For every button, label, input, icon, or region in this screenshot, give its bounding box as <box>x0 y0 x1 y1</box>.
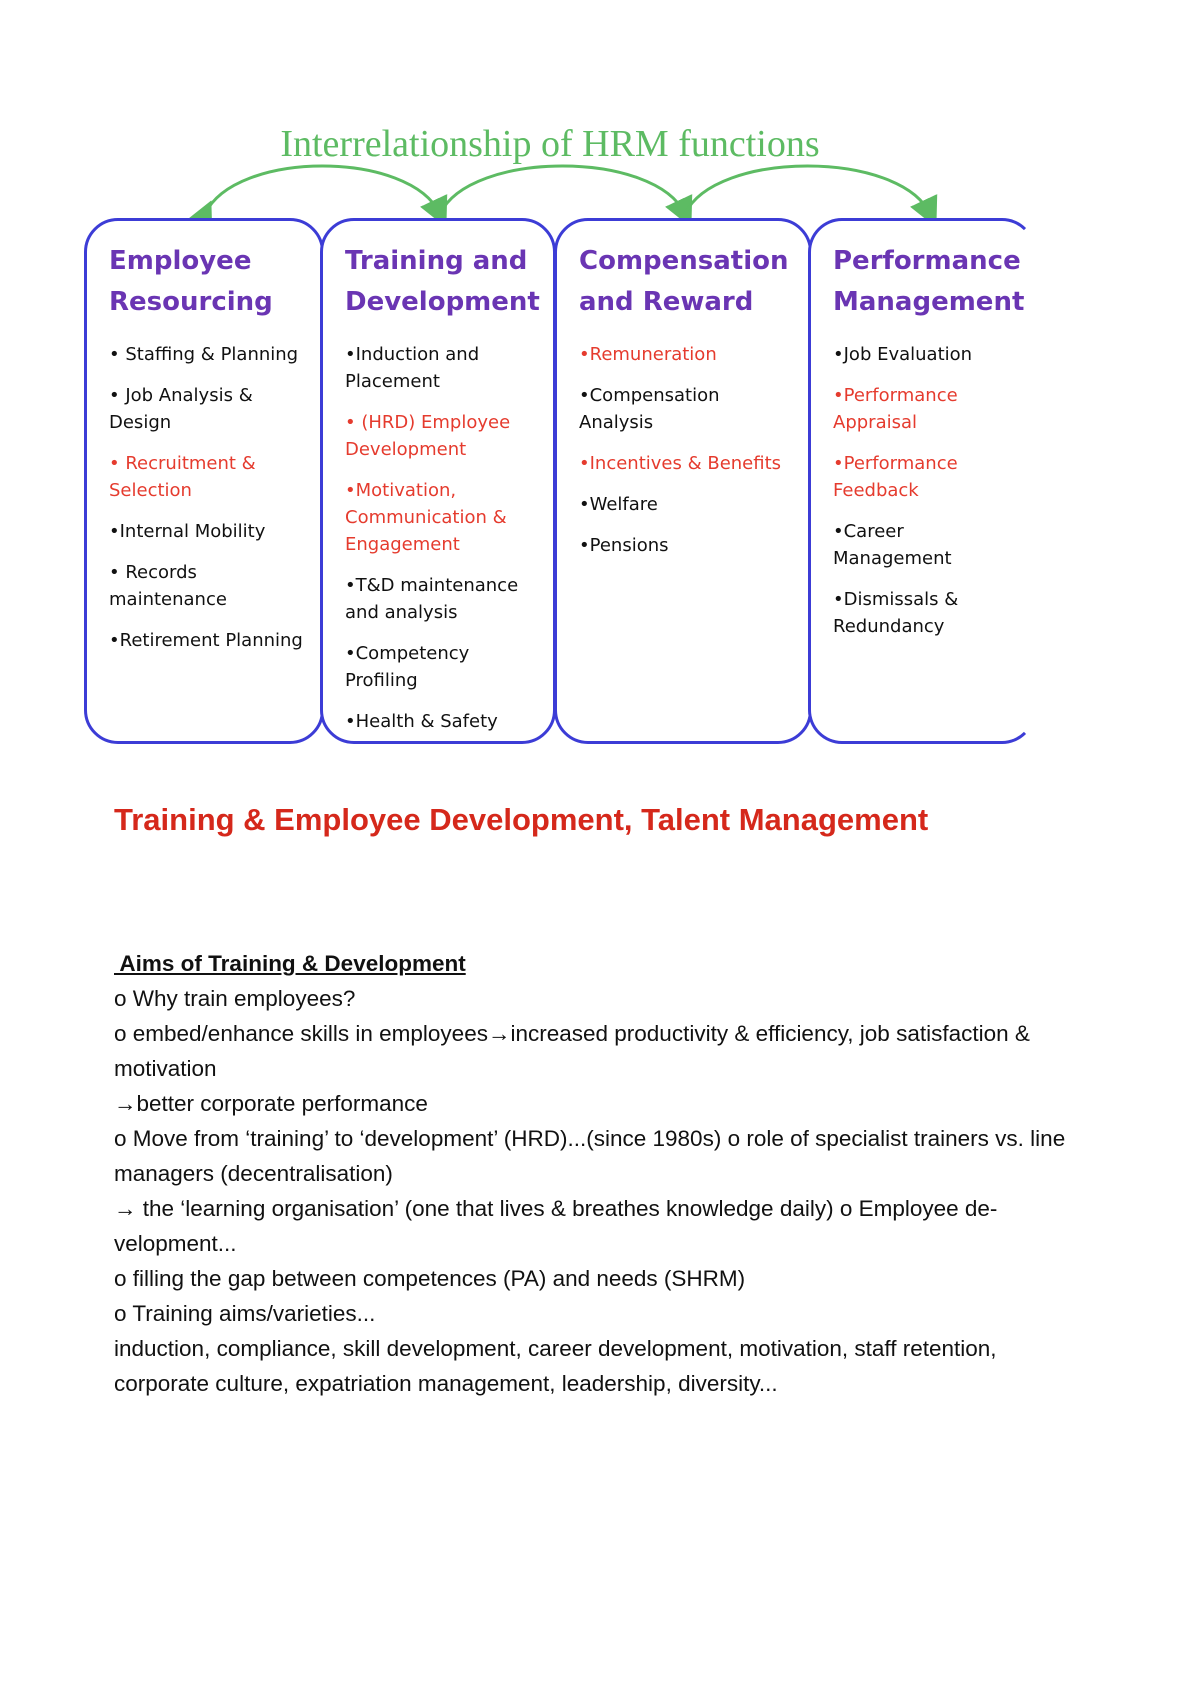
list-item: •Pensions <box>579 535 669 556</box>
list-item: •Performance Appraisal <box>833 385 958 433</box>
list-item: • Recruitment & Selection <box>109 453 256 501</box>
column-performance-management <box>808 218 1036 744</box>
list-item: • (HRD) Employee Development <box>345 412 511 460</box>
list-item: •T&D maintenance and analysis <box>345 575 519 623</box>
arrow-2-3 <box>440 166 685 214</box>
diagram-title: Interrelationship of HRM functions <box>280 123 820 165</box>
text-line: o Why train employees? <box>114 986 356 1011</box>
text-line: o embed/enhance skills in employees→increased productivity & efficiency, job satisfaction & motivation <box>114 1021 1030 1081</box>
function-list <box>579 341 795 559</box>
list-item: •Remuneration <box>579 344 717 365</box>
text-line: induction, compliance, skill development, career development, motivation, staff retention, corporate culture, expatriation management, leadership, diversity... <box>114 1336 997 1396</box>
list-item: •Welfare <box>579 494 658 515</box>
list-item: •Internal Mobility <box>109 521 266 542</box>
section-heading: Training & Employee Development, Talent Management <box>114 802 929 837</box>
body-text <box>114 946 1094 1401</box>
column-title: Compensation and Reward <box>579 246 789 317</box>
list-item: •Career Management <box>833 521 952 569</box>
arrow-3-4 <box>685 166 930 214</box>
column-training-development <box>320 218 556 744</box>
function-list <box>345 341 539 735</box>
function-list <box>833 341 1019 640</box>
list-item: •Dismissals & Redundancy <box>833 589 959 637</box>
text-line: → the ‘learning organisation’ (one that lives & breathes knowledge daily) o Employee de-velopment... <box>114 1196 998 1256</box>
list-item: •Induction and Placement <box>345 344 480 392</box>
column-title: Performance Management <box>833 246 1025 317</box>
list-item: •Health & Safety <box>345 711 498 732</box>
column-compensation-reward <box>554 218 812 744</box>
column-title: Training and Development <box>345 246 540 317</box>
list-item: •Retirement Planning <box>109 630 303 651</box>
list-item: •Job Evaluation <box>833 344 973 365</box>
aims-title: Aims of Training & Development <box>114 951 466 976</box>
list-item: •Compensation Analysis <box>579 385 720 433</box>
list-item: •Motivation, Communication & Engagement <box>345 480 507 555</box>
list-item: •Competency Profiling <box>345 643 470 691</box>
text-line: o Training aims/varieties... <box>114 1301 376 1326</box>
arrow-1-2 <box>205 166 440 214</box>
list-item: • Staffing & Planning <box>109 344 299 365</box>
text-line: o Move from ‘training’ to ‘development’ (HRD)...(since 1980s) o role of specialist trainers vs. line managers (decentralisation) <box>114 1126 1066 1186</box>
column-employee-resourcing <box>84 218 324 744</box>
list-item: •Performance Feedback <box>833 453 958 501</box>
text-line: →better corporate performance <box>114 1091 428 1116</box>
list-item: • Records maintenance <box>109 562 227 610</box>
connector-arrows <box>0 0 1200 230</box>
list-item: • Job Analysis & Design <box>109 385 253 433</box>
list-item: •Incentives & Benefits <box>579 453 782 474</box>
function-list <box>109 341 307 654</box>
column-title: Employee Resourcing <box>109 246 273 317</box>
text-line: o filling the gap between competences (PA) and needs (SHRM) <box>114 1266 746 1291</box>
